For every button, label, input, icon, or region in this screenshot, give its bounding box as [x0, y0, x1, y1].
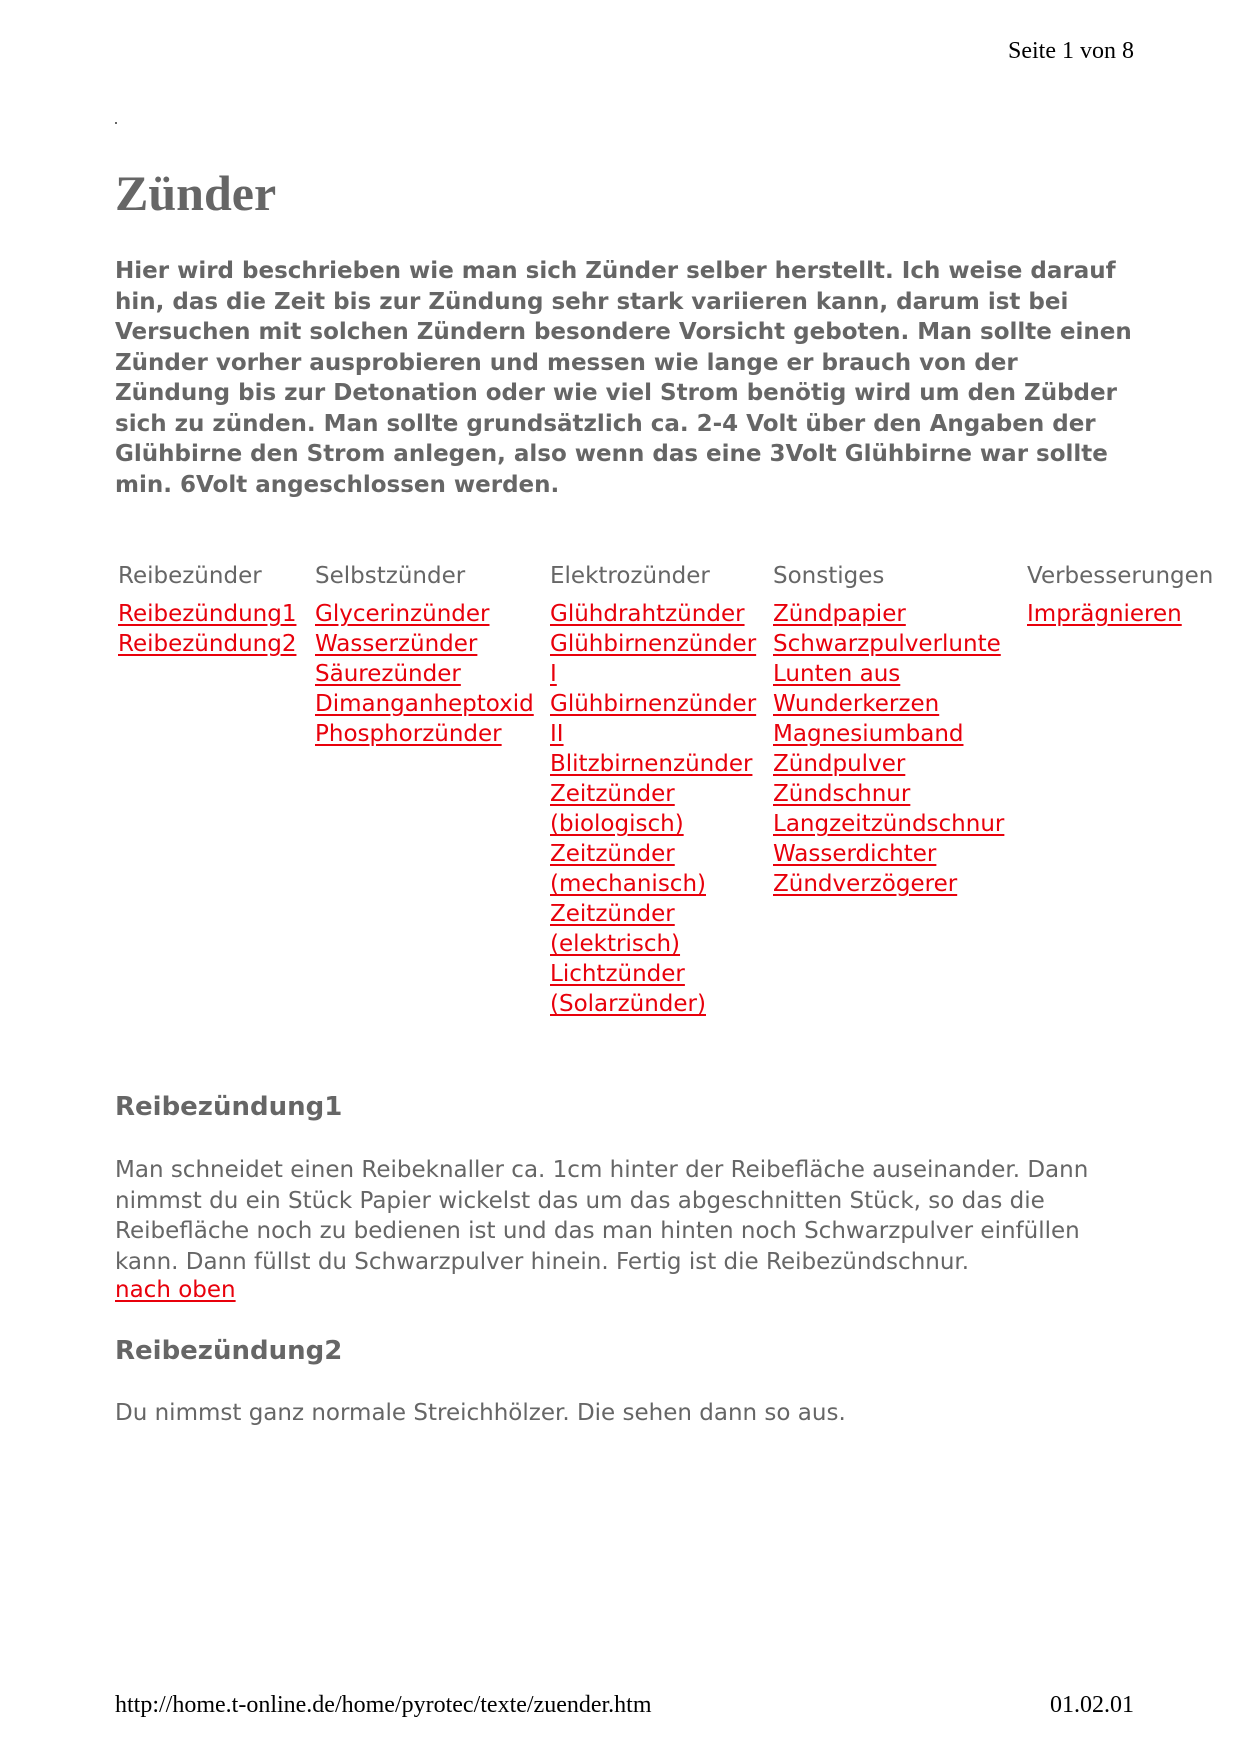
back-to-top-link[interactable]: nach oben [115, 1277, 236, 1303]
link-reibezuendung2[interactable]: Reibezündung2 [118, 631, 297, 657]
footer-date: 01.02.01 [1050, 1692, 1134, 1718]
column-sonstiges [773, 561, 1023, 899]
link-zeitzuender-mechanisch[interactable]: Zeitzünder (mechanisch) [550, 841, 706, 897]
column-verbesserungen [1027, 561, 1227, 629]
link-wunderkerzen[interactable]: Wunderkerzen [773, 691, 940, 717]
column-heading: Reibezünder [118, 563, 262, 589]
link-reibezuendung1[interactable]: Reibezündung1 [118, 601, 297, 627]
page-indicator: Seite 1 von 8 [1008, 38, 1134, 64]
link-saeurezuender[interactable]: Säurezünder [315, 661, 461, 687]
link-table [118, 561, 1214, 1031]
link-langzeitzuendschnur[interactable]: Langzeitzündschnur [773, 811, 1005, 837]
link-phosphorzuender[interactable]: Phosphorzünder [315, 721, 502, 747]
link-dimanganheptoxid[interactable]: Dimanganheptoxid [315, 691, 534, 717]
decorative-dot [115, 122, 117, 124]
column-heading: Verbesserungen [1027, 563, 1214, 589]
section-text-reibezuendung1: Man schneidet einen Reibeknaller ca. 1cm hinter der Reibefläche auseinander. Dann nimmst du ein Stück Papier wickelst das um das abgeschnitten Stück, so das die Reibefläche noch zu bedienen ist und das man hinten noch Schwarzpulver einfüllen kann. Dann füllst du Schwarzpulver hinein. Fertig ist die Reibezündschnur. [115, 1157, 1089, 1275]
link-gluehdrahtzuender[interactable]: Glühdrahtzünder [550, 601, 745, 627]
column-heading: Elektrozünder [550, 563, 710, 589]
link-lunten-aus[interactable]: Lunten aus [773, 661, 901, 687]
link-zuendpapier[interactable]: Zündpapier [773, 601, 906, 627]
column-elektrozuender [550, 561, 757, 1019]
column-reibezuender [118, 561, 308, 659]
footer-url: http://home.t-online.de/home/pyrotec/texte/zuender.htm [115, 1692, 652, 1718]
intro-paragraph: Hier wird beschrieben wie man sich Zünder selber herstellt. Ich weise darauf hin, das die Zeit bis zur Zündung sehr stark variieren kann, darum ist bei Versuchen mit solchen Zündern besondere Vorsicht geboten. Man sollte einen Zünder vorher ausprobieren und messen wie lange er brauch von der Zündung bis zur Detonation oder wie viel Strom benötig wird um den Zübder sich zu zünden. Man sollte grundsätzlich ca. 2-4 Volt über den Angaben der Glühbirne den Strom anlegen, also wenn das eine 3Volt Glühbirne war sollte min. 6Volt angeschlossen werden. [115, 258, 1132, 498]
link-zeitzuender-elektrisch[interactable]: Zeitzünder (elektrisch) [550, 901, 681, 957]
link-magnesiumband[interactable]: Magnesiumband [773, 721, 964, 747]
column-heading: Sonstiges [773, 563, 885, 589]
link-lichtzuender[interactable]: Lichtzünder (Solarzünder) [550, 961, 706, 1017]
page-title: Zünder [115, 165, 277, 221]
link-impraegnieren[interactable]: Imprägnieren [1027, 601, 1182, 627]
link-glycerinzuender[interactable]: Glycerinzünder [315, 601, 490, 627]
link-schwarzpulverlunte[interactable]: Schwarzpulverlunte [773, 631, 1001, 657]
section-heading-reibezuendung1: Reibezündung1 [115, 1092, 343, 1122]
column-heading: Selbstzünder [315, 563, 466, 589]
link-gluehbirnenzuender-2[interactable]: Glühbirnenzünder II [550, 691, 757, 747]
link-wasserdichter[interactable]: Wasserdichter [773, 841, 937, 867]
link-zuendschnur[interactable]: Zündschnur [773, 781, 911, 807]
link-zeitzuender-biologisch[interactable]: Zeitzünder (biologisch) [550, 781, 684, 837]
link-gluehbirnenzuender-1[interactable]: Glühbirnenzünder I [550, 631, 757, 687]
link-zuendpulver[interactable]: Zündpulver [773, 751, 906, 777]
link-blitzbirnenzuender[interactable]: Blitzbirnenzünder [550, 751, 753, 777]
link-zuendverzoegerer[interactable]: Zündverzögerer [773, 871, 958, 897]
link-wasserzuender[interactable]: Wasserzünder [315, 631, 478, 657]
section-text-reibezuendung2: Du nimmst ganz normale Streichhölzer. Die sehen dann so aus. [115, 1400, 846, 1426]
column-selbstzuender [315, 561, 540, 749]
section-heading-reibezuendung2: Reibezündung2 [115, 1336, 343, 1366]
